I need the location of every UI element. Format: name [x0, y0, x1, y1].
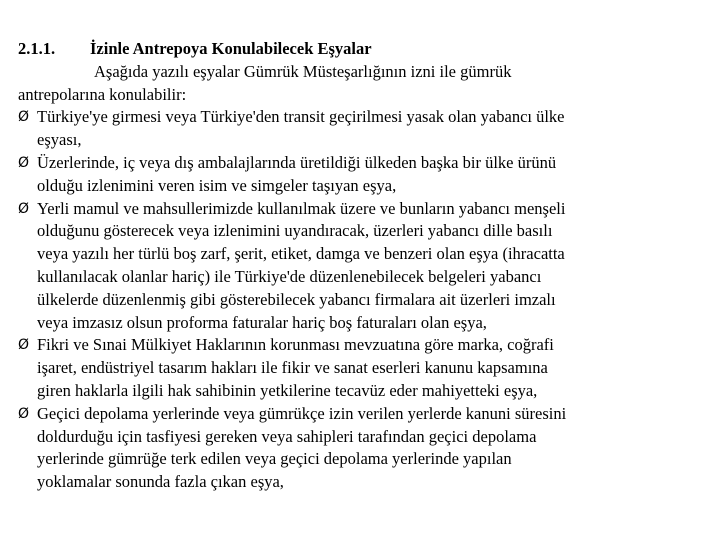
list-item-text-line: ülkelerde düzenlenmiş gibi gösterebilecek yabancı firmalara ait üzerleri imzalı: [37, 289, 556, 309]
arrow-bullet-icon: Ø: [18, 200, 30, 217]
intro-line-2: antrepolarına konulabilir:: [18, 84, 187, 104]
list-item-text-line: kullanılacak olanlar hariç) ile Türkiye'de düzenlenebilecek belgeleri yabancı: [37, 266, 542, 286]
list-item-text-line: doldurduğu için tasfiyesi gereken veya sahipleri tarafından geçici depolama: [37, 426, 537, 446]
section-number: 2.1.1.: [18, 39, 56, 58]
list-item-text-line: yoklamalar sonunda fazla çıkan eşya,: [37, 472, 284, 492]
list-item: [18, 152, 686, 198]
section-title: İzinle Antrepoya Konulabilecek Eşyalar: [90, 39, 372, 58]
list-item-text-line: veya yazılı her türlü boş zarf, şerit, etiket, damga ve benzeri olan eşya (ihracatta: [37, 244, 565, 264]
list-item-text-line: Fikri ve Sınai Mülkiyet Haklarının korunması mevzuatına göre marka, coğrafi: [37, 335, 554, 355]
list-item: [18, 106, 686, 152]
list-item-text-line: işaret, endüstriyel tasarım hakları ile fikir ve sanat eserleri kanunu kapsamına: [37, 358, 548, 378]
intro-line-1: Aşağıda yazılı eşyalar Gümrük Müsteşarlığının izni ile gümrük: [94, 61, 512, 81]
list-item-text-line: veya imzasız olsun proforma faturalar hariç boş faturaları olan eşya,: [37, 312, 487, 332]
arrow-bullet-icon: Ø: [18, 337, 30, 354]
item-list: [18, 106, 686, 494]
list-item-text-line: giren haklarla ilgili hak sahibinin yetkilerine tecavüz eder mahiyetteki eşya,: [37, 380, 538, 400]
list-item-text-line: eşyası,: [37, 130, 82, 150]
section-heading: [18, 38, 686, 61]
document-body: [18, 38, 686, 494]
list-item-text-line: Üzerlerinde, iç veya dış ambalajlarında üretildiği ülkeden başka bir ülke ürünü: [37, 152, 557, 172]
list-item-text-line: olduğunu gösterecek veya izlenimini uyandıracak, üzerleri yabancı dille basılı: [37, 221, 553, 241]
list-item-text-line: Yerli mamul ve mahsullerimizde kullanılmak üzere ve bunların yabancı menşeli: [37, 198, 566, 218]
arrow-bullet-icon: Ø: [18, 154, 30, 171]
list-item-text-line: Geçici depolama yerlerinde veya gümrükçe izin verilen yerlerde kanuni süresini: [37, 403, 567, 423]
arrow-bullet-icon: Ø: [18, 109, 30, 126]
list-item-text-line: Türkiye'ye girmesi veya Türkiye'den transit geçirilmesi yasak olan yabancı ülke: [37, 107, 565, 127]
list-item: [18, 403, 686, 494]
list-item-text-line: yerlerinde gümrüğe terk edilen veya geçici depolama yerlerinde yapılan: [37, 449, 512, 469]
list-item: [18, 334, 686, 402]
list-item: [18, 198, 686, 335]
arrow-bullet-icon: Ø: [18, 405, 30, 422]
list-item-text-line: olduğu izlenimini veren isim ve simgeler taşıyan eşya,: [37, 175, 397, 195]
